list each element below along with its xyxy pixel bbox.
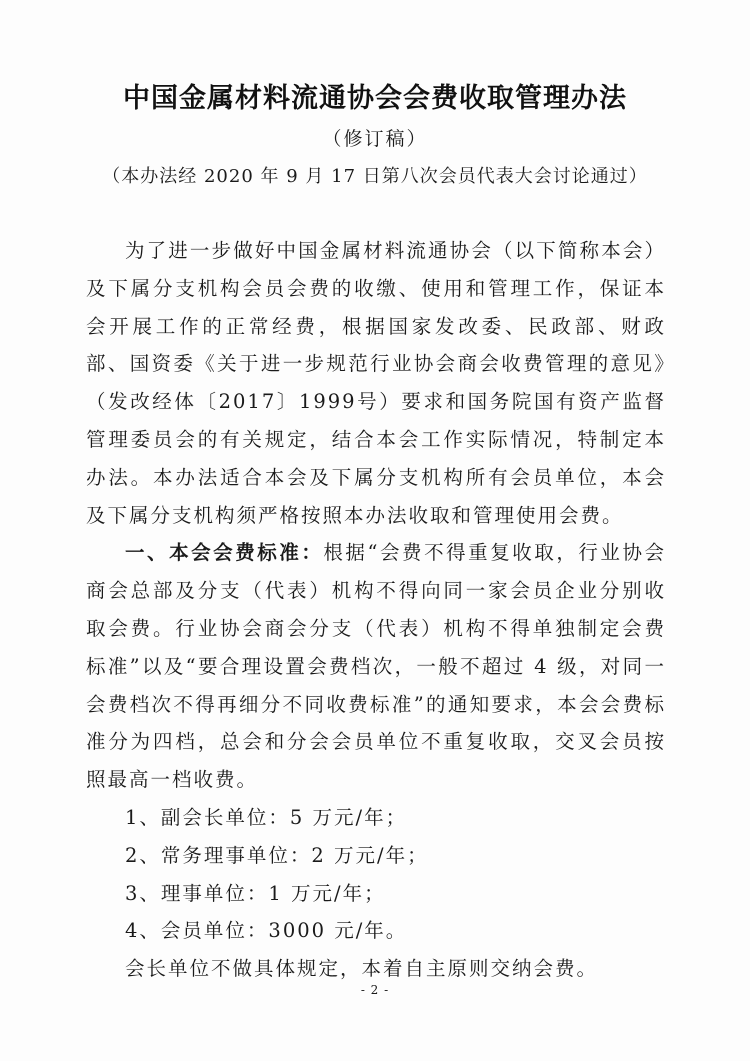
fee-item-standing-director: 2、常务理事单位：2 万元/年； (125, 843, 429, 867)
fee-item-director: 3、理事单位：1 万元/年； (125, 881, 386, 905)
document-body (86, 232, 666, 988)
closing-paragraph: 会长单位不做具体规定，本着自主原则交纳会费。 (125, 957, 599, 981)
page-number: - 2 - (360, 983, 390, 997)
fee-item-vice-president: 1、副会长单位：5 万元/年； (125, 805, 408, 829)
document-title: 中国金属材料流通协会会费收取管理办法 (123, 83, 627, 114)
fee-item-member: 4、会员单位：3000 元/年。 (125, 919, 408, 943)
intro-paragraph: 为了进一步做好中国金属材料流通协会（以下简称本会）及下属分支机构会员会费的收缴、使用和管理工作，保证本会开展工作的正常经费，根据国家发改委、民政部、财政部、国资委《关于进一步规范行业协会商会收费管理的意见》（发改经体〔2017〕1999号）要求和国务院国有资产监督管理委员会的有关规定，结合本会工作实际情况，特制定本办法。本办法适合本会及下属分支机构所有会员单位，本会及下属分支机构须严格按照本办法收取和管理使用会费。 (86, 239, 666, 527)
section-1-text: 根据“会费不得重复收取，行业协会商会总部及分支（代表）机构不得向同一家会员企业分别收取会费。行业协会商会分支（代表）机构不得单独制定会费标准”以及“要合理设置会费档次，一般不超过 4 级，对同一会费档次不得再细分不同收费标准”的通知要求，本会会费标准分为四档，总会和分会会员单位不重复收取，交叉会员按照最高一档收费。 (86, 541, 666, 792)
adoption-note: （本办法经 2020 年 9 月 17 日第八次会员代表大会讨论通过） (102, 166, 648, 187)
section-1-heading: 一、本会会费标准： (125, 541, 324, 565)
document-subtitle: （修订稿） (322, 128, 428, 150)
section-1-paragraph (86, 534, 666, 799)
